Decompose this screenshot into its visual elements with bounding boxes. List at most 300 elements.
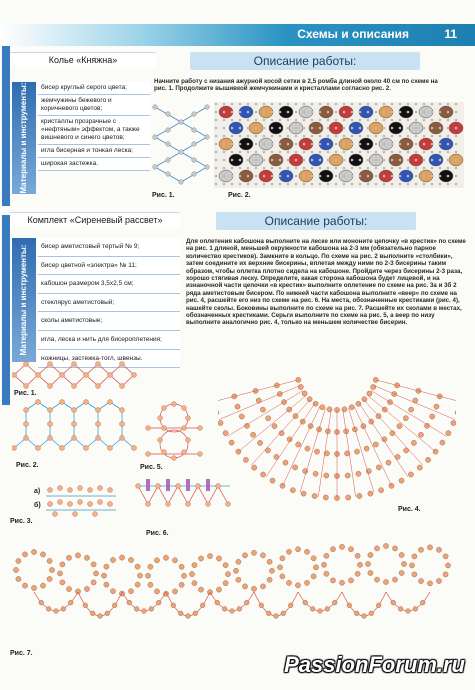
swag-bead [406,609,411,614]
seed-bead [407,183,410,186]
seed-bead [447,127,450,130]
seed-bead [231,183,234,186]
seed-bead [327,103,330,106]
side-bead [135,582,140,587]
seed-bead [367,151,370,154]
side-bead [260,553,265,558]
swag-bead [266,611,271,616]
side-bead [57,571,62,576]
seed-bead [327,151,330,154]
seed-bead [287,103,290,106]
fan-bead [408,472,413,477]
fan-bead [293,465,298,470]
seed-bead [279,143,282,146]
side-bead [236,577,241,582]
seed-bead [359,183,362,186]
side-bead [412,572,417,577]
side-bead [383,579,388,584]
seed-bead [383,119,386,122]
side-bead [286,549,291,554]
side-bead [286,580,291,585]
side-bead [427,545,432,550]
swag-bead [325,607,330,612]
seed-bead [391,183,394,186]
side-bead [189,572,194,577]
seed-bead [415,111,418,114]
side-bead [280,574,285,579]
seed-bead [383,143,386,146]
seed-bead [311,103,314,106]
seed-bead [311,119,314,122]
swag-bead [61,607,66,612]
side-bead [399,552,404,557]
side-bead [91,562,96,567]
swag-bead [39,600,44,605]
work2-description: Для оплетения кабошона выполните на леске или мононите цепочку «в крестик» по схеме на рис. 1 длиной, меньшей окружности кабошона на 2-3 мм (обязательно парное количество крестиков). Замкните в кольцо. По схеме на рис. 2 выполните «столбики», затем соедините их верхние бисерины, вплетая между ними по 2-3 бисерины таким образом, чтобы оплетка плотно сидела на кабошоне. Пройдите через бисерины 2-3 раза, хорошо стягивая леску. Определите, какая сторона кабошона будет лицевой, и на изнаночной части цепочки «в крестик» выполните оплетение по схеме на рис. 3а и 3б 2 ряда аметистовым бисером. По нижней части кабошона выполните «веер» по схеме на рис. 4, расшейте его низ по схеме на рис. 6. На места, обозначенные крестиками (рис. 4), нашейте сколы. Боковины выполните по схеме на рис. 7. Расшейте их сколами в местах, обозначенных крестиками. Серьги выполните по схеме на рис. 5, а веер по низу выполните аналогично рис. 4, только на меньшем количестве бисерин. [186,238,466,327]
seed-bead [231,103,234,106]
fan-bead [354,449,359,454]
fan-bead [223,431,228,436]
seed-bead [263,183,266,186]
side-bead [60,562,65,567]
side-bead [374,577,379,582]
seed-bead [223,135,226,138]
swag-bead [274,614,279,619]
seed-bead [215,175,218,178]
side-bead [267,577,272,582]
seed-bead [359,119,362,122]
seed-bead [263,175,266,178]
fan-bead [296,442,301,447]
seed-bead [255,111,258,114]
seed-bead [439,111,442,114]
seed-bead [287,175,290,178]
seed-bead [319,111,322,114]
swag-bead [90,611,95,616]
side-bead [104,564,109,569]
seed-bead [335,151,338,154]
seed-bead [343,135,346,138]
side-bead [13,567,18,572]
side-bead [392,546,397,551]
seed-bead [263,127,266,130]
swag-bead [98,614,103,619]
material-item: сколы аметистовые; [38,312,180,331]
seed-bead [439,135,442,138]
seed-bead [311,159,314,162]
swag-bead [142,609,147,614]
swag-bead [200,603,205,608]
seed-bead [263,167,266,170]
seed-bead [439,151,442,154]
seed-bead [303,103,306,106]
side-bead [93,571,98,576]
side-bead [392,577,397,582]
seed-bead [439,119,442,122]
seed-bead [343,159,346,162]
seed-bead [247,135,250,138]
seed-bead [423,127,426,130]
seed-bead [431,143,434,146]
seed-bead [295,183,298,186]
seed-bead [407,111,410,114]
seed-bead [231,119,234,122]
kit1-title: Колье «Княжна» [10,52,156,67]
seed-bead [415,151,418,154]
swag-bead [310,607,315,612]
side-bead [348,547,353,552]
seed-bead [455,183,458,186]
seed-bead [271,135,274,138]
swag-bead [171,603,176,608]
fan-bead [229,440,234,445]
seed-bead [223,119,226,122]
side-bead [47,558,52,563]
seed-bead [303,143,306,146]
seed-bead [327,159,330,162]
side-bead [60,580,65,585]
material-item: жемчужины бежевого и коричневого цветов; [38,95,150,116]
fan-thread [266,403,315,476]
seed-bead [215,103,218,106]
seed-bead [247,103,250,106]
fan-thread [359,403,408,476]
fan-bead [298,384,303,389]
seed-bead [431,159,434,162]
seed-bead [279,183,282,186]
seed-bead [455,127,458,130]
fan-bead [345,473,350,478]
section-title: Схемы и описания [297,27,409,41]
figure-2-embroidery [214,102,464,188]
seed-bead [431,167,434,170]
seed-bead [287,143,290,146]
swag-bead [186,614,191,619]
seed-bead [407,135,410,138]
seed-bead [327,111,330,114]
seed-bead [327,135,330,138]
fan-bead [356,471,361,476]
seed-bead [231,111,234,114]
fan-bead [218,420,223,425]
side-bead [198,556,203,561]
seed-bead [223,183,226,186]
seed-bead [247,151,250,154]
seed-bead [247,175,250,178]
seed-bead [295,103,298,106]
fan-bead [373,442,378,447]
fan-bead [313,471,318,476]
swag-bead [68,600,73,605]
seed-bead [303,151,306,154]
seed-bead [383,183,386,186]
seed-bead [247,183,250,186]
swag-bead [105,611,110,616]
fan-bead [342,407,347,412]
seed-bead [343,175,346,178]
seed-bead [423,111,426,114]
seed-bead [279,135,282,138]
seed-bead [383,111,386,114]
seed-bead [319,183,322,186]
seed-bead [375,167,378,170]
fan-bead [417,465,422,470]
seed-bead [263,119,266,122]
seed-bead [215,135,218,138]
seed-bead [415,127,418,130]
side-bead [84,555,89,560]
seed-bead [263,103,266,106]
fan-bead [424,423,429,428]
side-bead [40,583,45,588]
seed-bead [431,151,434,154]
swag-bead [420,600,425,605]
side-bead [260,584,265,589]
swag-bead [391,600,396,605]
seed-bead [431,183,434,186]
seed-bead [215,159,218,162]
seed-bead [447,135,450,138]
seed-bead [367,175,370,178]
seed-bead [391,119,394,122]
fan-bead [312,493,317,498]
swag-bead [46,607,51,612]
swag-bead [237,607,242,612]
fan-bead [235,404,240,409]
side-bead [172,558,177,563]
seed-bead [399,143,402,146]
seed-bead [439,127,442,130]
seed-bead [351,159,354,162]
fan-bead [272,424,277,429]
seed-bead [455,103,458,106]
seed-bead [375,111,378,114]
seed-bead [383,159,386,162]
watermark: PassionForum.ru [284,652,465,677]
seed-bead [327,175,330,178]
seed-bead [399,135,402,138]
seed-bead [319,135,322,138]
seed-bead [271,119,274,122]
side-bead [355,571,360,576]
seed-bead [407,127,410,130]
seed-bead [399,159,402,162]
swag-bead [244,600,249,605]
side-bead [154,589,159,594]
seed-bead [239,159,242,162]
seed-bead [415,175,418,178]
seed-bead [439,167,442,170]
seed-bead [295,111,298,114]
fan-bead [397,424,402,429]
seed-bead [375,127,378,130]
fan-thread [219,386,300,420]
seed-bead [215,127,218,130]
seed-bead [447,151,450,154]
side-bead [311,574,316,579]
seed-bead [295,151,298,154]
seed-bead [223,143,226,146]
side-bead [75,553,80,558]
fan-bead [409,407,414,412]
seed-bead [319,151,322,154]
side-bead [223,563,228,568]
swag-bead [288,603,293,608]
seed-bead [415,159,418,162]
side-bead [304,580,309,585]
side-bead [295,583,300,588]
side-bead [110,589,115,594]
side-bead [374,546,379,551]
seed-bead [271,143,274,146]
seed-bead [351,143,354,146]
figure-4-fan [218,362,456,512]
seed-bead [423,183,426,186]
seed-bead [399,103,402,106]
seed-bead [263,111,266,114]
figure-7-side [10,530,466,658]
seed-bead [239,167,242,170]
side-bead [267,559,272,564]
seed-bead [239,151,242,154]
side-bead [251,586,256,591]
seed-bead [447,183,450,186]
seed-bead [327,127,330,130]
fan-bead [434,404,439,409]
seed-bead [319,127,322,130]
seed-bead [343,167,346,170]
fan-bead [320,405,325,410]
seed-bead [311,151,314,154]
seed-bead [311,127,314,130]
seed-bead [359,135,362,138]
side-bead [242,584,247,589]
seed-bead [263,151,266,154]
side-bead [311,556,316,561]
seed-bead [431,175,434,178]
fan-bead [399,478,404,483]
seed-bead [239,175,242,178]
side-bead [47,576,52,581]
fan-bead [251,432,256,437]
seed-bead [375,135,378,138]
seed-bead [239,143,242,146]
fan-bead [356,401,361,406]
seed-bead [391,167,394,170]
fan-bead [446,431,451,436]
seed-bead [391,159,394,162]
seed-bead [383,135,386,138]
seed-bead [335,175,338,178]
seed-bead [415,167,418,170]
seed-bead [303,111,306,114]
fan-bead [346,495,351,500]
seed-bead [351,183,354,186]
side-bead [110,557,115,562]
side-bead [49,567,54,572]
fig7-label: Рис. 7. [10,650,33,657]
seed-bead [399,111,402,114]
fan-bead [258,440,263,445]
seed-bead [335,143,338,146]
side-bead [242,553,247,558]
side-bead [355,553,360,558]
swag-bead [347,603,352,608]
figure-5-earring [142,398,206,464]
seed-bead [303,127,306,130]
seed-bead [359,103,362,106]
material-item: бисер круглый серого цвета; [38,82,150,95]
seed-bead [231,159,234,162]
side-bead [401,561,406,566]
seed-bead [295,135,298,138]
seed-bead [327,167,330,170]
swag-bead [83,603,88,608]
swag-bead [413,607,418,612]
seed-bead [343,127,346,130]
seed-bead [399,119,402,122]
seed-bead [375,159,378,162]
seed-bead [367,135,370,138]
side-bead [383,543,388,548]
fan-bead [252,465,257,470]
seed-bead [239,183,242,186]
side-bead [128,557,133,562]
side-bead [179,582,184,587]
fan-bead [323,495,328,500]
side-bead [216,587,221,592]
seed-bead [287,135,290,138]
figure-2-columns [12,398,142,460]
seed-bead [447,143,450,146]
seed-bead [407,151,410,154]
seed-bead [375,175,378,178]
fig3-label: Рис. 3. [10,518,33,525]
seed-bead [423,175,426,178]
seed-bead [279,151,282,154]
seed-bead [255,143,258,146]
side-bead [295,547,300,552]
seed-bead [271,183,274,186]
seed-bead [231,127,234,130]
seed-bead [271,167,274,170]
side-bead [445,563,450,568]
side-bead [192,563,197,568]
fan-bead [266,416,271,421]
material-item: бисер аметистовый тертый № 9; [38,238,180,257]
swag-bead [156,600,161,605]
material-item: кристаллы прозрачные с «нефтяным» эффектом, а также вишневого и синего цветов; [38,116,150,145]
swag-bead [354,611,359,616]
seed-bead [455,143,458,146]
seed-bead [423,151,426,154]
seed-bead [351,175,354,178]
seed-bead [303,183,306,186]
seed-bead [247,119,250,122]
seed-bead [327,183,330,186]
material-item: широкая застежка. [38,158,150,171]
seed-bead [215,151,218,154]
seed-bead [367,143,370,146]
side-bead [179,564,184,569]
swag-bead [193,611,198,616]
fan-bead [261,472,266,477]
side-bead [365,561,370,566]
fan-bead [418,432,423,437]
seed-bead [223,111,226,114]
fan-bead [305,446,310,451]
side-bead [22,583,27,588]
